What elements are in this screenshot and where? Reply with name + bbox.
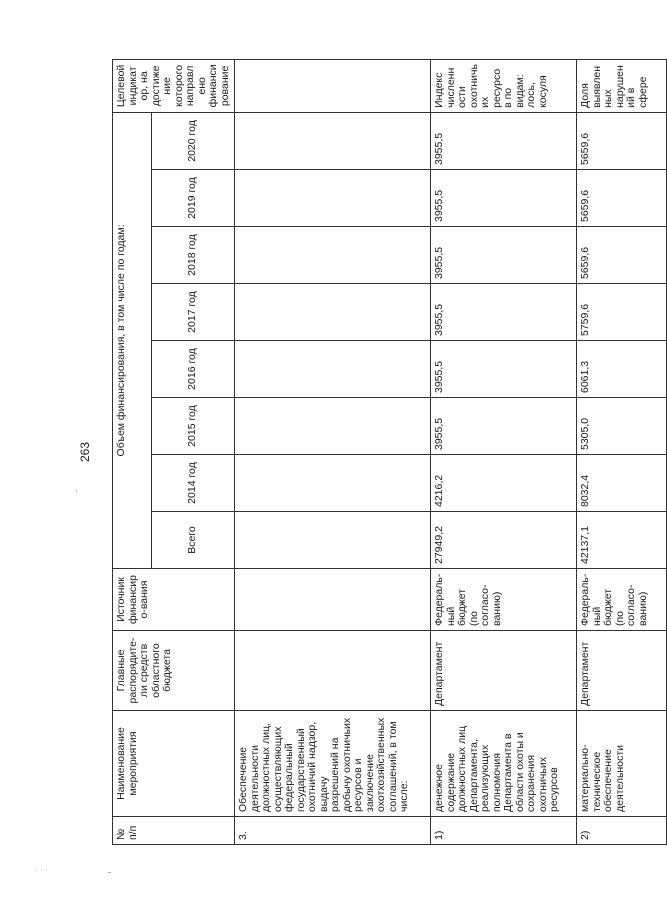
cell-source — [235, 569, 431, 631]
cell-year-value: 5659,6 — [577, 170, 667, 227]
header-year: 2014 год — [152, 455, 235, 512]
scan-specks: ' ' ' — [36, 870, 48, 876]
scan-speck — [108, 872, 111, 873]
cell-total — [235, 512, 431, 569]
header-year: 2017 год — [152, 284, 235, 341]
cell-year-value: 3955,5 — [431, 112, 577, 169]
scan-speck — [76, 490, 77, 492]
cell-year-value: 3955,5 — [431, 227, 577, 284]
table-row — [577, 59, 667, 844]
header-year: 2019 год — [152, 170, 235, 227]
cell-year-value — [235, 170, 431, 227]
cell-manager — [235, 631, 431, 711]
header-source: Источник финансиро-вания — [113, 569, 235, 631]
cell-name: денежное содержание должностных лиц Департамента, реализующих полномочия Департамента в области охоты и сохранения охотничьих ресурсов — [431, 711, 577, 817]
cell-source: Федераль-ный бюджет (по согласо-ванию) — [577, 569, 667, 631]
cell-year-value — [235, 112, 431, 169]
funding-table — [112, 59, 667, 845]
cell-name: материально-техническое обеспечение деятельности — [577, 711, 667, 817]
header-year: 2016 год — [152, 341, 235, 398]
cell-year-value: 3955,5 — [431, 398, 577, 455]
page-number: 263 — [78, 441, 92, 463]
table-row — [431, 59, 577, 844]
cell-year-value: 5759,6 — [577, 284, 667, 341]
cell-year-value: 5305,0 — [577, 398, 667, 455]
cell-year-value: 3955,5 — [431, 284, 577, 341]
cell-target: Доля выявленных нарушений в сфере — [577, 59, 667, 112]
cell-year-value — [235, 284, 431, 341]
header-year: 2018 год — [152, 227, 235, 284]
cell-year-value — [235, 341, 431, 398]
table-row — [235, 59, 431, 844]
header-num: № п/п — [113, 817, 235, 845]
header-manager: Главные распорядите-ли средств областного бюджета — [113, 631, 235, 711]
cell-manager: Департамент — [577, 631, 667, 711]
cell-year-value: 5659,6 — [577, 112, 667, 169]
cell-target — [235, 59, 431, 112]
cell-total: 27949,2 — [431, 512, 577, 569]
cell-year-value: 6061,3 — [577, 341, 667, 398]
header-name: Наименование мероприятия — [113, 711, 235, 817]
cell-year-value — [235, 398, 431, 455]
cell-num: 3. — [235, 817, 431, 845]
cell-year-value — [235, 455, 431, 512]
rotated-table-container — [112, 60, 649, 845]
cell-year-value: 3955,5 — [431, 170, 577, 227]
cell-num: 2) — [577, 817, 667, 845]
cell-year-value: 8032,4 — [577, 455, 667, 512]
cell-manager: Департамент — [431, 631, 577, 711]
header-year: 2020 год — [152, 112, 235, 169]
cell-year-value: 5659,6 — [577, 227, 667, 284]
cell-target: Индекс численности охотничьих ресурсов по видам: лось, косуля — [431, 59, 577, 112]
header-target: Целевой индикатор, на достижение которого направлено финансирование — [113, 59, 235, 112]
cell-num: 1) — [431, 817, 577, 845]
cell-year-value: 3955,5 — [431, 341, 577, 398]
header-total: Всего — [152, 512, 235, 569]
cell-total: 42137,1 — [577, 512, 667, 569]
header-funding-title: Объем финансирования, в том числе по годам: — [113, 112, 152, 568]
cell-source: Федераль-ный бюджет (по согласо-ванию) — [431, 569, 577, 631]
header-year: 2015 год — [152, 398, 235, 455]
cell-year-value: 4216,2 — [431, 455, 577, 512]
cell-year-value — [235, 227, 431, 284]
cell-name: Обеспечение деятельности должностных лиц, осуществляющих федеральный государственный охотничий надзор, выдачу разрешений на добычу охотничьих ресурсов и заключение охотхозяйственных соглашений, в том числе: — [235, 711, 431, 817]
